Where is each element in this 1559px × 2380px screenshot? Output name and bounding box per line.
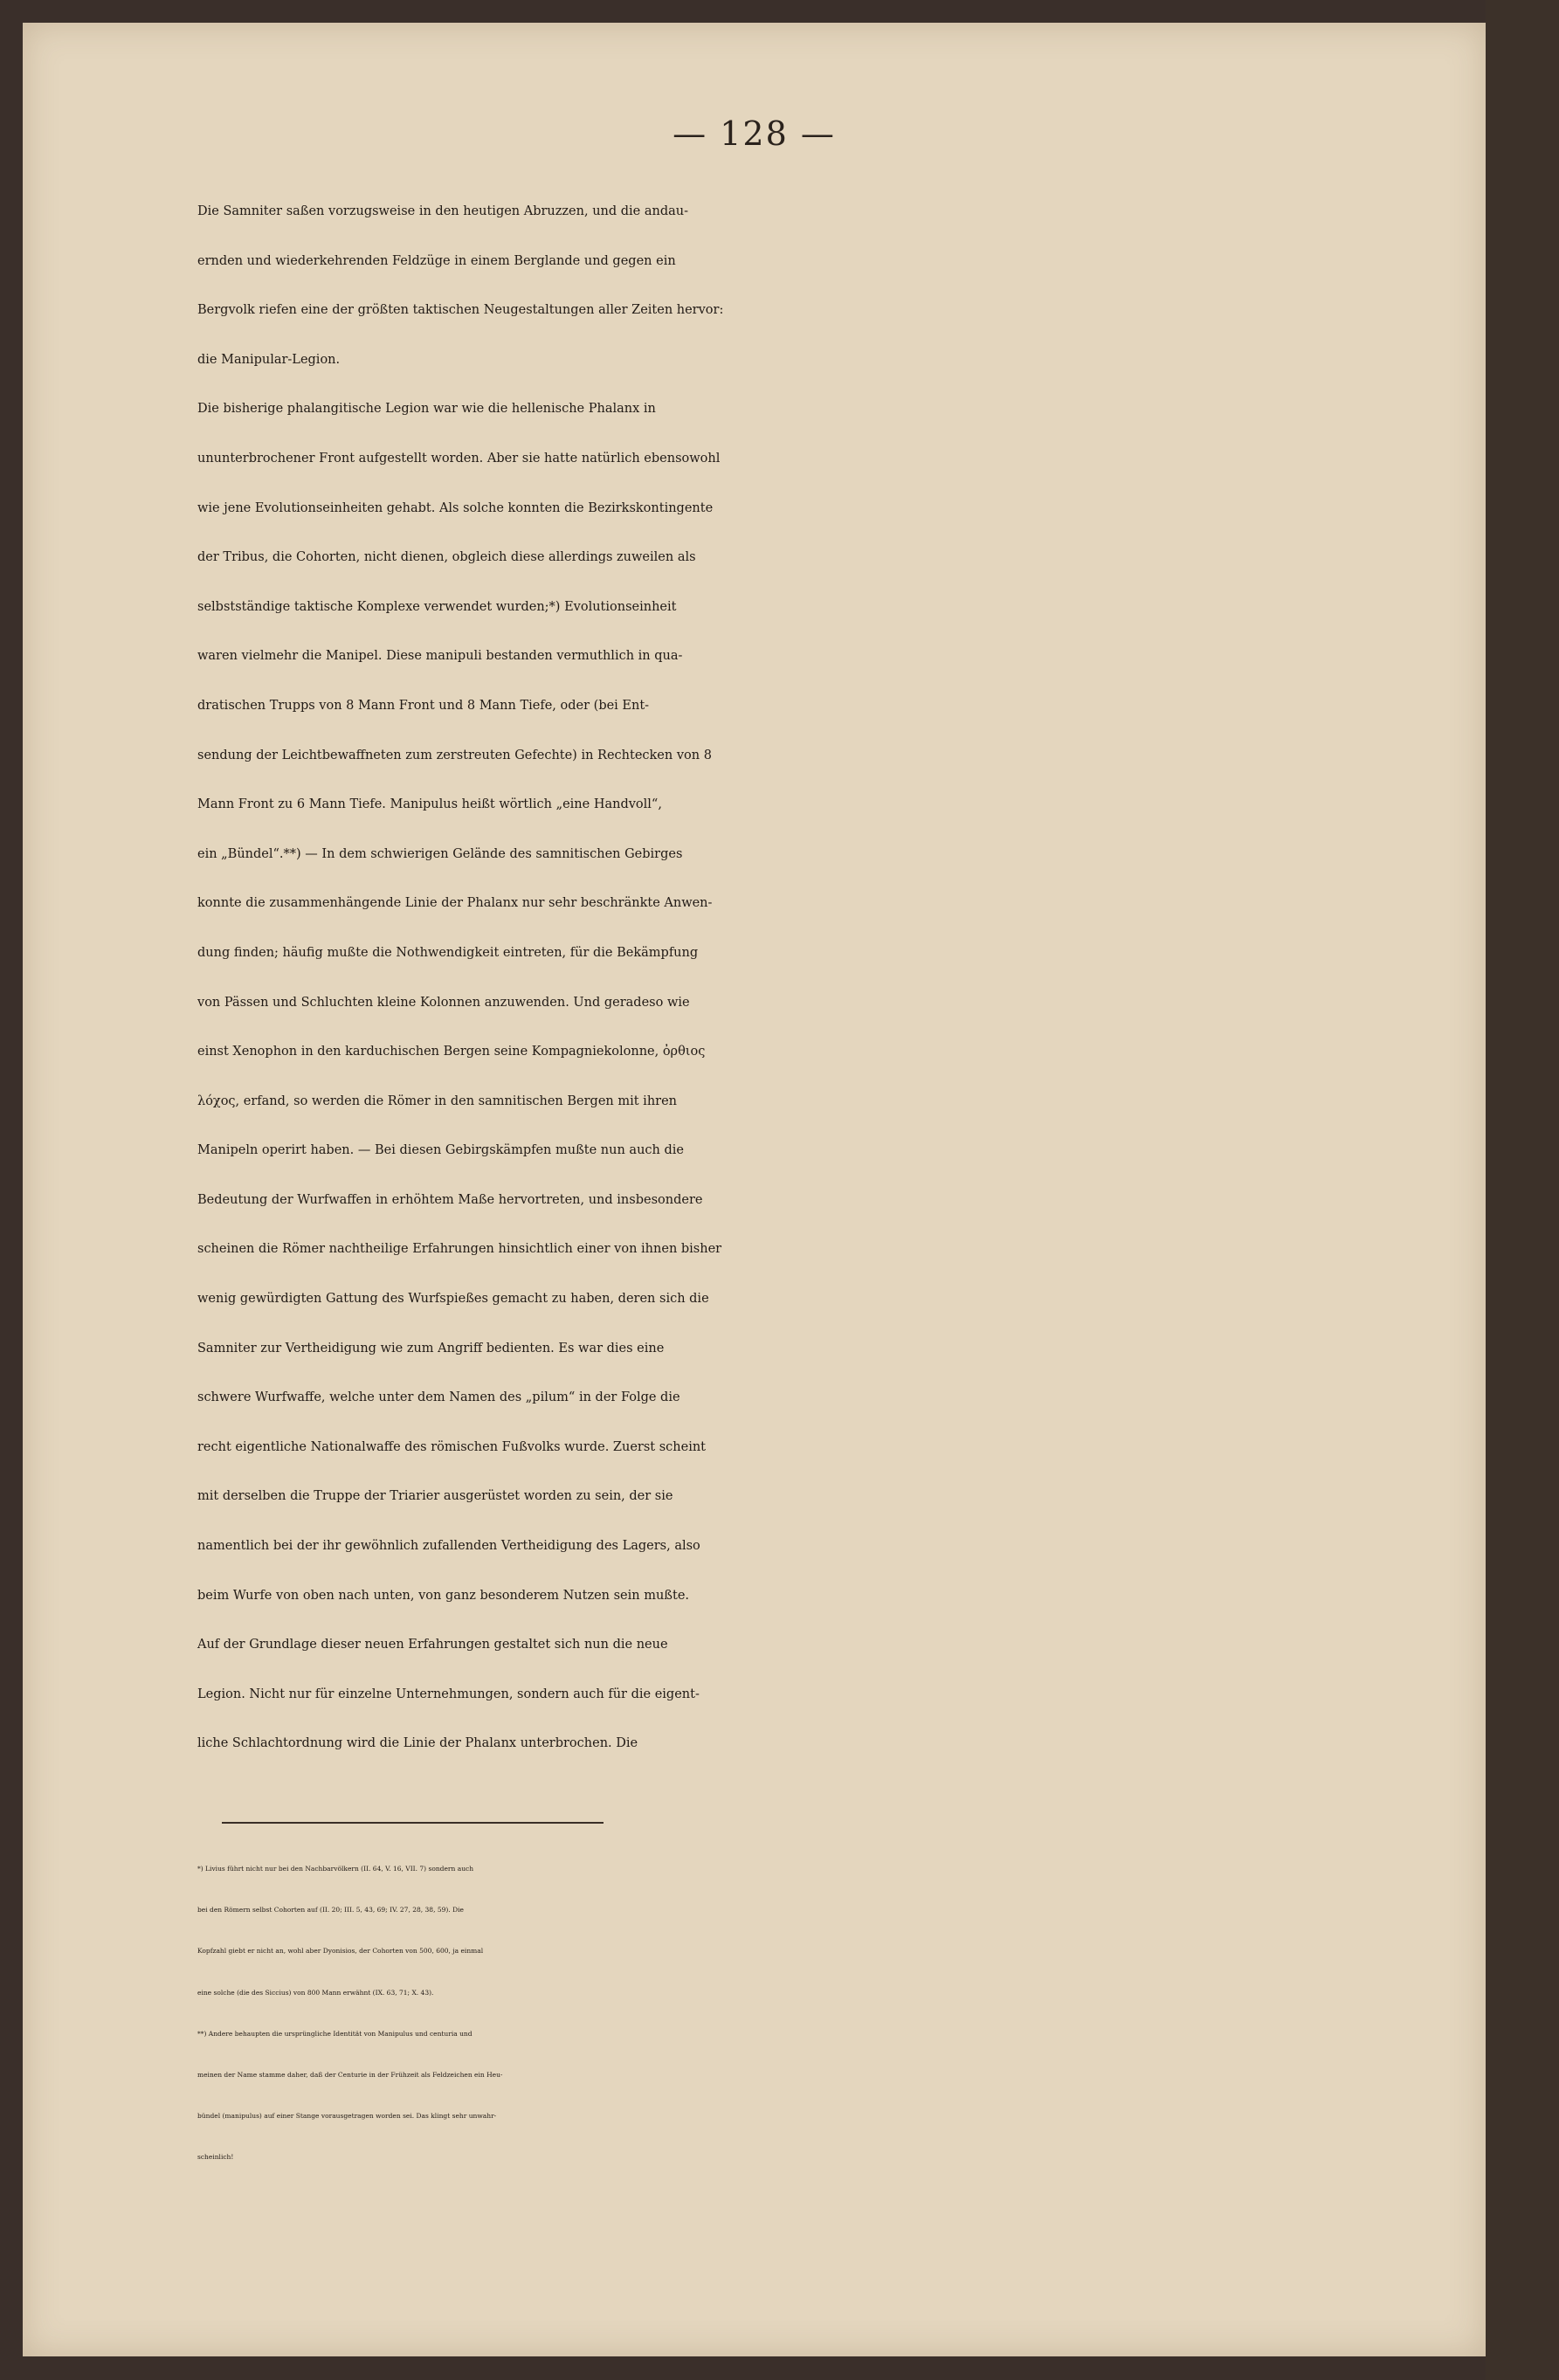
footnote-line: meinen der Name stamme daher, daß der Centurie in der Frühzeit als Feldzeichen ein Heu-	[197, 2070, 503, 2079]
text-line: konnte die zusammenhängende Linie der Phalanx nur sehr beschränkte Anwen-	[197, 896, 713, 911]
text-line: Bedeutung der Wurfwaffen in erhöhtem Maße hervortreten, und insbesondere	[197, 1192, 703, 1207]
text-line: Die Samniter saßen vorzugsweise in den heutigen Abruzzen, und die andau-	[197, 204, 689, 218]
text-line: Mann Front zu 6 Mann Tiefe. Manipulus heißt wörtlich „eine Handvoll“,	[197, 797, 662, 812]
text-line: Bergvolk riefen eine der größten taktischen Neugestaltungen aller Zeiten hervor:	[197, 303, 724, 318]
footnote-line: bei den Römern selbst Cohorten auf (II. 20; III. 5, 43, 69; IV. 27, 28, 38, 59). Die	[197, 1906, 464, 1914]
book-edge	[1486, 0, 1559, 2380]
footnote-line: bündel (manipulus) auf einer Stange vorausgetragen worden sei. Das klingt sehr unwahr-	[197, 2112, 497, 2121]
footnote-line: *) Livius führt nicht nur bei den Nachbarvölkern (II. 64, V. 16, VII. 7) sondern auch	[197, 1865, 474, 1873]
footnote-line: Kopfzahl giebt er nicht an, wohl aber Dyonisios, der Cohorten von 500, 600, ja einmal	[197, 1947, 484, 1956]
text-line: Samniter zur Vertheidigung wie zum Angriff bedienten. Es war dies eine	[197, 1341, 665, 1356]
text-line: die Manipular-Legion.	[197, 352, 341, 367]
text-line: λόχος, erfand, so werden die Römer in den samnitischen Bergen mit ihren	[197, 1093, 678, 1108]
text-line: sendung der Leichtbewaffneten zum zerstreuten Gefechte) in Rechtecken von 8	[197, 748, 712, 762]
text-line: schwere Wurfwaffe, welche unter dem Namen des „pilum“ in der Folge die	[197, 1390, 680, 1405]
text-line: von Pässen und Schluchten kleine Kolonnen anzuwenden. Und geradeso wie	[197, 995, 690, 1010]
footnote-divider	[222, 1822, 604, 1824]
text-line: selbstständige taktische Komplexe verwendet wurden;*) Evolutionseinheit	[197, 599, 677, 614]
book-page	[23, 23, 1486, 2356]
text-line: der Tribus, die Cohorten, nicht dienen, obgleich diese allerdings zuweilen als	[197, 550, 696, 565]
text-line: wenig gewürdigten Gattung des Wurfspießes gemacht zu haben, deren sich die	[197, 1292, 709, 1307]
text-line: recht eigentliche Nationalwaffe des römischen Fußvolks wurde. Zuerst scheint	[197, 1439, 706, 1454]
text-line: mit derselben die Truppe der Triarier ausgerüstet worden zu sein, der sie	[197, 1489, 673, 1504]
text-line: dung finden; häufig mußte die Nothwendigkeit eintreten, für die Bekämpfung	[197, 945, 699, 960]
text-line: dratischen Trupps von 8 Mann Front und 8 Mann Tiefe, oder (bei Ent-	[197, 698, 650, 713]
text-line: Manipeln operirt haben. — Bei diesen Gebirgskämpfen mußte nun auch die	[197, 1143, 684, 1158]
text-line: beim Wurfe von oben nach unten, von ganz besonderem Nutzen sein mußte.	[197, 1588, 690, 1603]
footnote-line: eine solche (die des Siccius) von 800 Mann erwähnt (IX. 63, 71; X. 43).	[197, 1988, 434, 1997]
text-line: wie jene Evolutionseinheiten gehabt. Als solche konnten die Bezirkskontingente	[197, 500, 714, 515]
text-line: ein „Bündel“.**) — In dem schwierigen Gelände des samnitischen Gebirges	[197, 846, 683, 861]
footnotes	[197, 1848, 1486, 2178]
text-line: Auf der Grundlage dieser neuen Erfahrungen gestaltet sich nun die neue	[197, 1638, 668, 1652]
text-line: Die bisherige phalangitische Legion war wie die hellenische Phalanx in	[197, 402, 656, 417]
text-line: ernden und wiederkehrenden Feldzüge in einem Berglande und gegen ein	[197, 253, 676, 268]
text-line: namentlich bei der ihr gewöhnlich zufallenden Vertheidigung des Lagers, also	[197, 1539, 700, 1554]
text-line: einst Xenophon in den karduchischen Bergen seine Kompagniekolonne, ὀρθιος	[197, 1045, 706, 1059]
footnote-line: **) Andere behaupten die ursprüngliche Identität von Manipulus und centuria und	[197, 2029, 473, 2038]
text-line: ununterbrochener Front aufgestellt worden. Aber sie hatte natürlich ebensowohl	[197, 451, 721, 466]
text-line: Legion. Nicht nur für einzelne Unternehmungen, sondern auch für die eigent-	[197, 1687, 700, 1701]
main-text	[197, 187, 1486, 1769]
footnote-line: scheinlich!	[197, 2153, 234, 2162]
page-number: — 128 —	[673, 114, 836, 153]
text-line: scheinen die Römer nachtheilige Erfahrungen hinsichtlich einer von ihnen bisher	[197, 1242, 722, 1257]
text-line: waren vielmehr die Manipel. Diese manipuli bestanden vermuthlich in qua-	[197, 649, 683, 664]
text-line: liche Schlachtordnung wird die Linie der Phalanx unterbrochen. Die	[197, 1736, 638, 1751]
